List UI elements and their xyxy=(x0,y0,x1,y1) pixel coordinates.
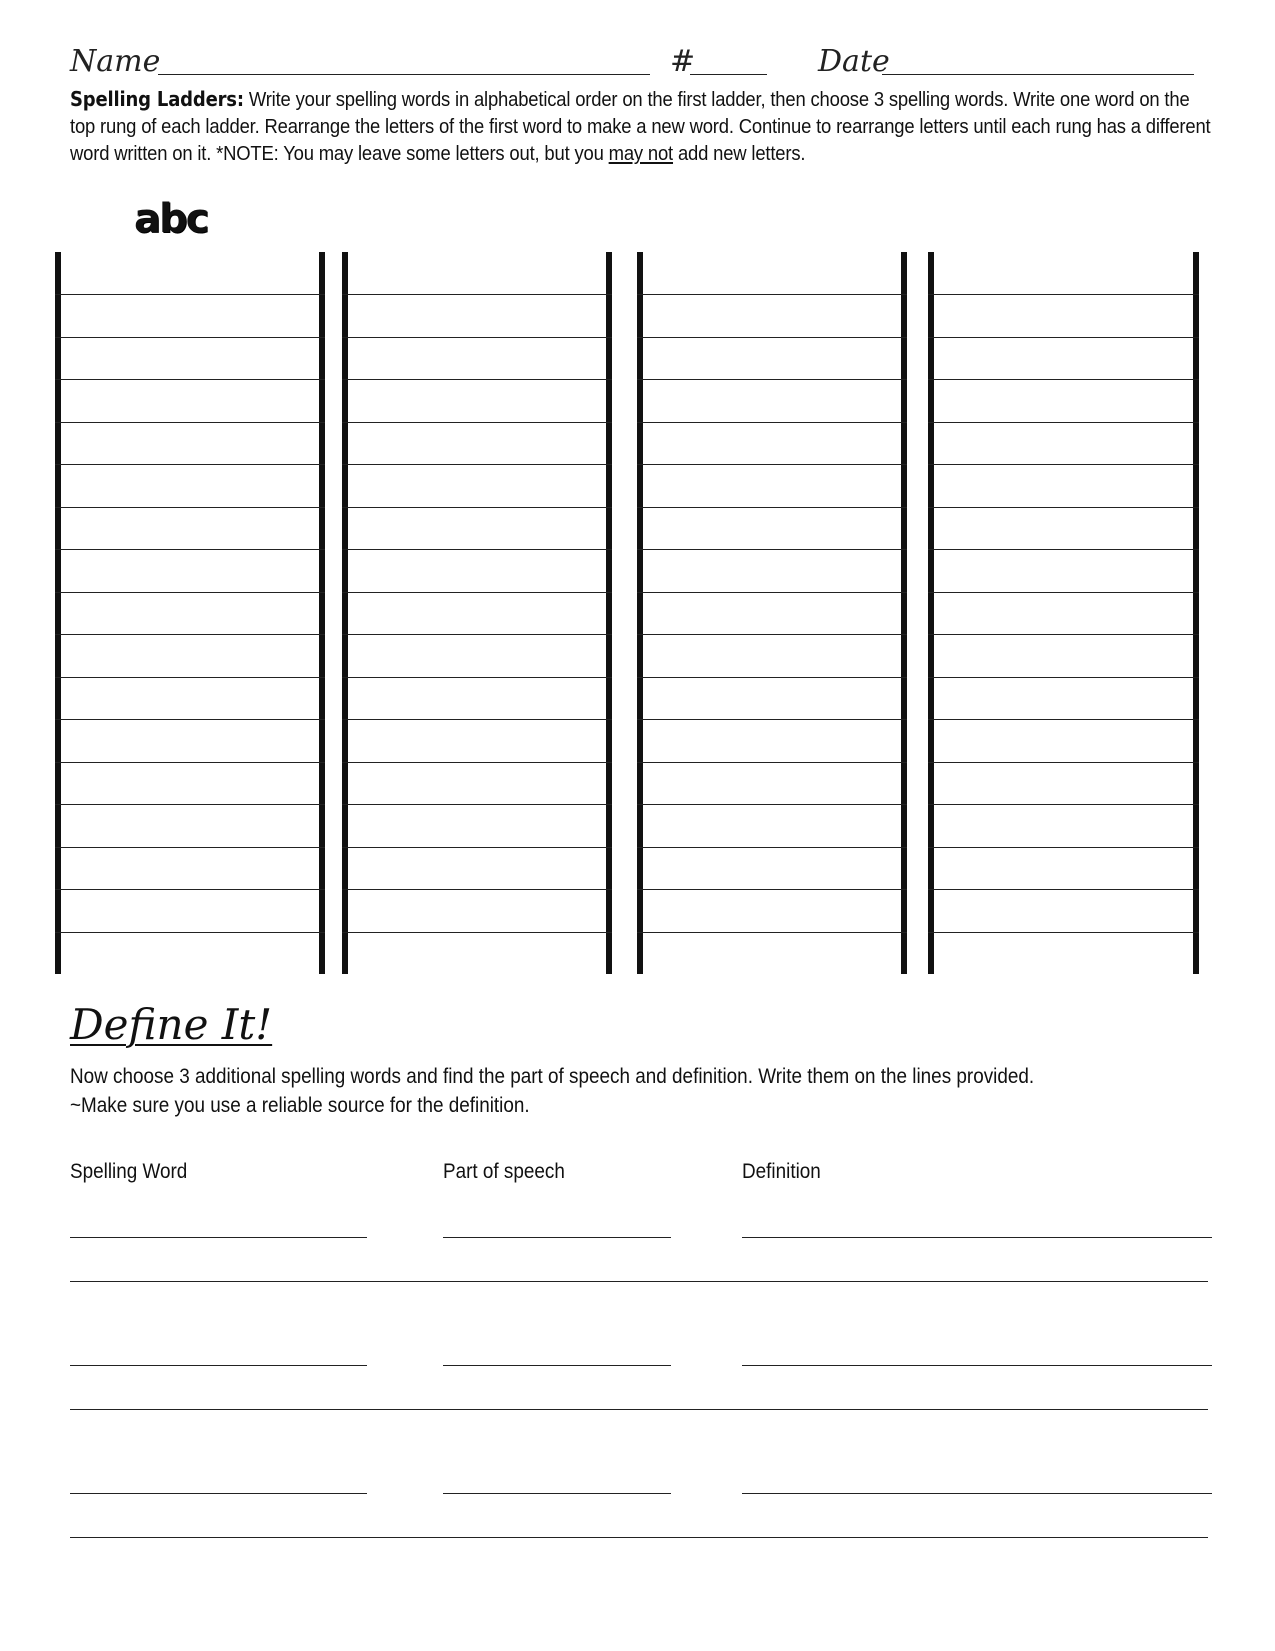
ladder-rung[interactable] xyxy=(55,464,325,465)
ladder-rail-right xyxy=(319,252,325,974)
ladder-rail-left xyxy=(55,252,61,974)
ladder-rung[interactable] xyxy=(342,294,612,295)
ladder-rung[interactable] xyxy=(342,549,612,550)
ladder-rung[interactable] xyxy=(928,804,1199,805)
ladder-rail-right xyxy=(606,252,612,974)
ladder-rung[interactable] xyxy=(928,507,1199,508)
ladder-rung[interactable] xyxy=(928,719,1199,720)
ladder-rung[interactable] xyxy=(928,294,1199,295)
define-it-instructions xyxy=(70,1062,1195,1120)
ladder-rung[interactable] xyxy=(342,379,612,380)
abc-logo: abc xyxy=(134,196,208,242)
ladder-word-3 xyxy=(928,252,1199,974)
ladder-rung[interactable] xyxy=(55,677,325,678)
ladder-rung[interactable] xyxy=(928,932,1199,933)
instructions-text-1: Write your spelling words in alphabetical order on the first ladder, then choose 3 spelling words. Write one word on the top rung of each ladder. Rearrange the letters of the first word to make a new word. Continue to rearrange letters until each rung has a different word written on it. *NOTE: You may leave some letters out, but you xyxy=(70,88,1211,165)
number-field[interactable] xyxy=(690,74,767,75)
spelling-word-line[interactable] xyxy=(70,1365,367,1366)
ladder-rung[interactable] xyxy=(928,337,1199,338)
spelling-ladders-title: Spelling Ladders: xyxy=(70,87,244,111)
ladder-rung[interactable] xyxy=(928,634,1199,635)
ladder-rung[interactable] xyxy=(637,719,907,720)
ladder-rung[interactable] xyxy=(342,719,612,720)
part-of-speech-line[interactable] xyxy=(443,1237,671,1238)
ladder-rail-left xyxy=(928,252,934,974)
column-definition: Definition xyxy=(742,1160,821,1183)
ladder-rung[interactable] xyxy=(55,549,325,550)
spelling-word-line[interactable] xyxy=(70,1493,367,1494)
ladder-rung[interactable] xyxy=(928,677,1199,678)
part-of-speech-line[interactable] xyxy=(443,1365,671,1366)
define-it-line-2: ~Make sure you use a reliable source for the definition. xyxy=(70,1094,530,1117)
ladder-rung[interactable] xyxy=(928,549,1199,550)
instructions-emphasis: may not xyxy=(608,142,674,165)
ladder-rung[interactable] xyxy=(342,762,612,763)
definition-line[interactable] xyxy=(742,1493,1212,1494)
part-of-speech-line[interactable] xyxy=(443,1493,671,1494)
ladder-rung[interactable] xyxy=(55,719,325,720)
spelling-ladders-instructions xyxy=(70,86,1213,167)
ladder-rung[interactable] xyxy=(55,889,325,890)
definition-line[interactable] xyxy=(742,1365,1212,1366)
ladder-rung[interactable] xyxy=(928,592,1199,593)
ladder-rung[interactable] xyxy=(342,889,612,890)
ladder-rung[interactable] xyxy=(342,422,612,423)
definition-line[interactable] xyxy=(742,1237,1212,1238)
ladder-rung[interactable] xyxy=(55,422,325,423)
ladder-rung[interactable] xyxy=(55,337,325,338)
name-field[interactable] xyxy=(158,74,650,75)
ladder-rung[interactable] xyxy=(55,804,325,805)
definition-continuation-line[interactable] xyxy=(70,1281,1208,1282)
ladder-rung[interactable] xyxy=(342,932,612,933)
definition-continuation-line[interactable] xyxy=(70,1537,1208,1538)
ladder-rung[interactable] xyxy=(637,422,907,423)
ladder-rung[interactable] xyxy=(637,379,907,380)
ladder-rail-right xyxy=(1193,252,1199,974)
ladder-rung[interactable] xyxy=(928,889,1199,890)
ladder-rung[interactable] xyxy=(637,337,907,338)
ladder-alphabetical xyxy=(55,252,325,974)
ladder-rung[interactable] xyxy=(55,634,325,635)
ladder-rail-right xyxy=(901,252,907,974)
ladder-rung[interactable] xyxy=(637,762,907,763)
date-label: Date xyxy=(818,44,890,79)
define-it-title: Define It! xyxy=(70,1000,273,1049)
ladder-rung[interactable] xyxy=(342,337,612,338)
ladder-rung[interactable] xyxy=(55,932,325,933)
ladder-rail-left xyxy=(342,252,348,974)
ladder-rung[interactable] xyxy=(637,804,907,805)
ladder-rung[interactable] xyxy=(342,847,612,848)
instructions-text-2: add new letters. xyxy=(673,142,806,165)
ladder-rung[interactable] xyxy=(637,592,907,593)
column-spelling-word: Spelling Word xyxy=(70,1160,188,1183)
ladder-rung[interactable] xyxy=(342,677,612,678)
ladder-rung[interactable] xyxy=(637,294,907,295)
ladder-rung[interactable] xyxy=(637,634,907,635)
definition-continuation-line[interactable] xyxy=(70,1409,1208,1410)
spelling-word-line[interactable] xyxy=(70,1237,367,1238)
ladder-rung[interactable] xyxy=(55,507,325,508)
column-part-of-speech: Part of speech xyxy=(443,1160,565,1183)
ladder-rail-left xyxy=(637,252,643,974)
ladder-word-2 xyxy=(637,252,907,974)
ladder-rung[interactable] xyxy=(55,847,325,848)
ladder-rung[interactable] xyxy=(637,549,907,550)
ladder-rung[interactable] xyxy=(928,422,1199,423)
ladder-rung[interactable] xyxy=(342,592,612,593)
ladder-rung[interactable] xyxy=(928,464,1199,465)
ladder-rung[interactable] xyxy=(928,847,1199,848)
ladder-rung[interactable] xyxy=(637,847,907,848)
ladder-rung[interactable] xyxy=(342,464,612,465)
ladder-rung[interactable] xyxy=(637,507,907,508)
ladder-rung[interactable] xyxy=(55,379,325,380)
ladder-rung[interactable] xyxy=(637,464,907,465)
ladder-rung[interactable] xyxy=(637,677,907,678)
ladder-word-1 xyxy=(342,252,612,974)
ladder-rung[interactable] xyxy=(55,592,325,593)
ladder-rung[interactable] xyxy=(342,634,612,635)
ladder-rung[interactable] xyxy=(928,379,1199,380)
ladder-rung[interactable] xyxy=(55,294,325,295)
ladder-rung[interactable] xyxy=(342,507,612,508)
define-it-line-1: Now choose 3 additional spelling words and find the part of speech and definition. Write them on the lines provided. xyxy=(70,1065,1035,1088)
worksheet-header xyxy=(70,40,1200,86)
ladder-rung[interactable] xyxy=(342,804,612,805)
number-label: # xyxy=(670,44,696,79)
ladder-rung[interactable] xyxy=(637,889,907,890)
ladder-rung[interactable] xyxy=(637,932,907,933)
name-label: Name xyxy=(70,44,161,79)
ladder-rung[interactable] xyxy=(55,762,325,763)
ladder-rung[interactable] xyxy=(928,762,1199,763)
date-field[interactable] xyxy=(882,74,1194,75)
